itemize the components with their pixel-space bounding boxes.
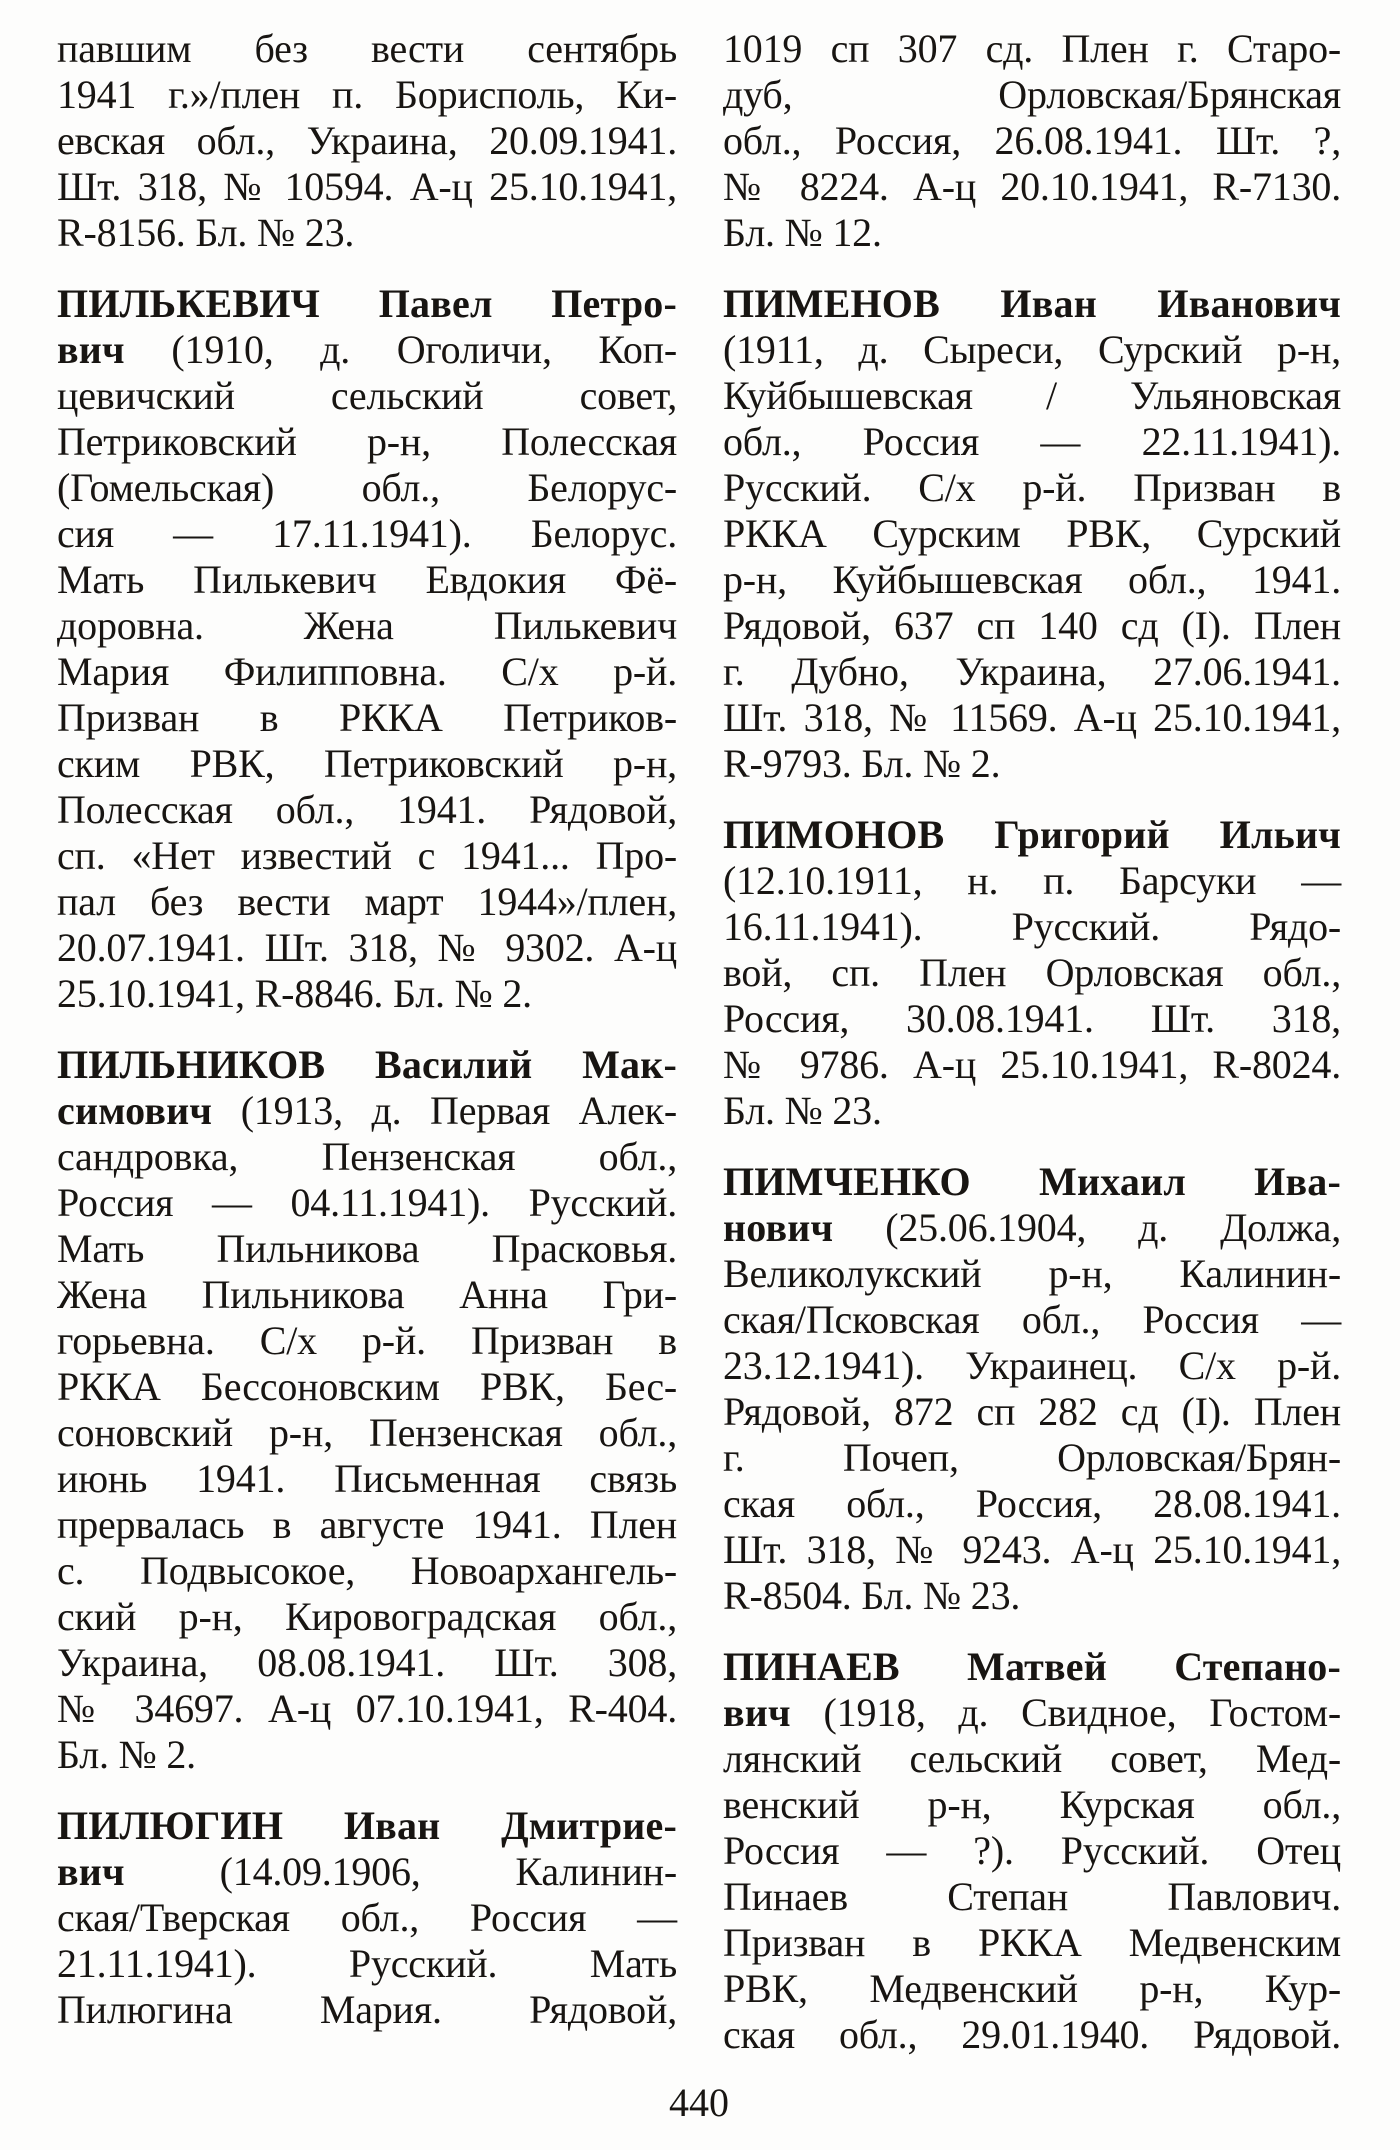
entry-name-bold: вич bbox=[57, 1849, 125, 1894]
text-line: вич (14.09.1906, Калинин- bbox=[57, 1849, 677, 1894]
text-line: Пинаев Степан Павлович. bbox=[723, 1874, 1341, 1919]
text-line: сия — 17.11.1941). Белорус. bbox=[57, 511, 677, 556]
text-line: Шт. 318, № 10594. А-ц 25.10.1941, bbox=[57, 164, 677, 209]
entry-name-bold: ПИЛЬКЕВИЧ Павел Петро- bbox=[57, 281, 677, 326]
text-line: РККА Бессоновским РВК, Бес- bbox=[57, 1364, 677, 1409]
text-line: соновский р-н, Пензенская обл., bbox=[57, 1410, 677, 1455]
entry-name-bold: вич bbox=[57, 327, 125, 372]
text-line: нович (25.06.1904, д. Должа, bbox=[723, 1205, 1341, 1250]
text-line: 20.07.1941. Шт. 318, № 9302. А-ц bbox=[57, 925, 677, 970]
text-line: ская обл., 29.01.1940. Рядовой. bbox=[723, 2012, 1341, 2057]
text-line: Россия, 30.08.1941. Шт. 318, bbox=[723, 996, 1341, 1041]
text-line: Великолукский р-н, Калинин- bbox=[723, 1251, 1341, 1296]
text-line bbox=[57, 1803, 677, 1849]
text-line: Украина, 08.08.1941. Шт. 308, bbox=[57, 1640, 677, 1685]
text-line: Бл. № 23. bbox=[723, 1088, 882, 1133]
text-line: № 34697. А-ц 07.10.1941, R-404. bbox=[57, 1686, 677, 1731]
text-line: павшим без вести сентябрь bbox=[57, 26, 677, 71]
text-line: Русский. С/х р-й. Призван в bbox=[723, 465, 1341, 510]
text-line: Призван в РККА Петриков- bbox=[57, 695, 677, 740]
text-line bbox=[723, 1644, 1341, 1690]
text-line bbox=[57, 1042, 677, 1088]
text-line: R-8156. Бл. № 23. bbox=[57, 210, 355, 255]
text-line: РВК, Медвенский р-н, Кур- bbox=[723, 1966, 1341, 2011]
text-line: г. Почеп, Орловская/Брян- bbox=[723, 1435, 1341, 1480]
text-line: обл., Россия, 26.08.1941. Шт. ?, bbox=[723, 118, 1341, 163]
entry-name-bold: ПИМЧЕНКО Михаил Ива- bbox=[723, 1159, 1341, 1204]
text-line: R-9793. Бл. № 2. bbox=[723, 741, 1001, 786]
text-line: доровна. Жена Пилькевич bbox=[57, 603, 677, 648]
page-number: 440 bbox=[669, 2080, 729, 2125]
text-line: ский р-н, Кировоградская обл., bbox=[57, 1594, 677, 1639]
text-line: 21.11.1941). Русский. Мать bbox=[57, 1941, 677, 1986]
text-line: с. Подвысокое, Новоархангель- bbox=[57, 1548, 677, 1593]
text-line: 16.11.1941). Русский. Рядо- bbox=[723, 904, 1341, 949]
text-line: ская/Псковская обл., Россия — bbox=[723, 1297, 1341, 1342]
text-line: вич (1910, д. Оголичи, Коп- bbox=[57, 327, 677, 372]
text-line: июнь 1941. Письменная связь bbox=[57, 1456, 677, 1501]
text-line: (1911, д. Сыреси, Сурский р-н, bbox=[723, 327, 1341, 372]
entry-pimonov bbox=[723, 812, 1341, 1134]
entry-name-bold: ПИЛЮГИН Иван Дмитрие- bbox=[57, 1803, 677, 1848]
entry-pilnikov bbox=[57, 1042, 677, 1778]
text-line: Бл. № 2. bbox=[57, 1732, 196, 1777]
text-line: 1941 г.»/плен п. Борисполь, Ки- bbox=[57, 72, 677, 117]
entry-pilyugin bbox=[57, 1803, 677, 2033]
text-line: пал без вести март 1944»/плен, bbox=[57, 879, 677, 924]
entry-continuation-left bbox=[57, 26, 677, 256]
text-line: Россия — ?). Русский. Отец bbox=[723, 1828, 1341, 1873]
entry-pinaev bbox=[723, 1644, 1341, 2058]
text-line: сп. «Нет известий с 1941... Про- bbox=[57, 833, 677, 878]
text-line: Бл. № 12. bbox=[723, 210, 882, 255]
text-line: дуб, Орловская/Брянская bbox=[723, 72, 1341, 117]
text-line bbox=[57, 281, 677, 327]
text-line bbox=[723, 812, 1341, 858]
text-line: Шт. 318, № 9243. А-ц 25.10.1941, bbox=[723, 1527, 1341, 1572]
text-line: Рядовой, 637 сп 140 сд (I). Плен bbox=[723, 603, 1341, 648]
entry-name-bold: ПИМЕНОВ Иван Иванович bbox=[723, 281, 1341, 326]
text-line: 1019 сп 307 сд. Плен г. Старо- bbox=[723, 26, 1341, 71]
entry-pimchenko bbox=[723, 1159, 1341, 1619]
text-line: Мария Филипповна. С/х р-й. bbox=[57, 649, 677, 694]
text-columns bbox=[57, 26, 1341, 2058]
text-line: ская обл., Россия, 28.08.1941. bbox=[723, 1481, 1341, 1526]
entry-name-bold: вич bbox=[723, 1690, 791, 1735]
text-line: лянский сельский совет, Мед- bbox=[723, 1736, 1341, 1781]
entry-name-bold: нович bbox=[723, 1205, 834, 1250]
text-line: Пилюгина Мария. Рядовой, bbox=[57, 1987, 677, 2032]
text-line: прервалась в августе 1941. Плен bbox=[57, 1502, 677, 1547]
text-line: симович (1913, д. Первая Алек- bbox=[57, 1088, 677, 1133]
entry-name-bold: ПИНАЕВ Матвей Степано- bbox=[723, 1644, 1341, 1689]
text-line bbox=[723, 281, 1341, 327]
text-line: Шт. 318, № 11569. А-ц 25.10.1941, bbox=[723, 695, 1341, 740]
text-line: (12.10.1911, н. п. Барсуки — bbox=[723, 858, 1341, 903]
entry-pilkevich bbox=[57, 281, 677, 1017]
text-line: Рядовой, 872 сп 282 сд (I). Плен bbox=[723, 1389, 1341, 1434]
text-line: г. Дубно, Украина, 27.06.1941. bbox=[723, 649, 1341, 694]
entry-continuation-right bbox=[723, 26, 1341, 256]
text-line: Мать Пильникова Прасковья. bbox=[57, 1226, 677, 1271]
text-line: 23.12.1941). Украинец. С/х р-й. bbox=[723, 1343, 1341, 1388]
text-line: № 8224. А-ц 20.10.1941, R-7130. bbox=[723, 164, 1341, 209]
entry-pimenov bbox=[723, 281, 1341, 787]
text-line: 25.10.1941, R-8846. Бл. № 2. bbox=[57, 971, 532, 1016]
text-line: обл., Россия — 22.11.1941). bbox=[723, 419, 1341, 464]
text-line: вой, сп. Плен Орловская обл., bbox=[723, 950, 1341, 995]
text-line: Призван в РККА Медвенским bbox=[723, 1920, 1341, 1965]
text-line: горьевна. С/х р-й. Призван в bbox=[57, 1318, 677, 1363]
text-line: цевичский сельский совет, bbox=[57, 373, 677, 418]
text-line: (Гомельская) обл., Белорус- bbox=[57, 465, 677, 510]
text-line: Куйбышевская / Ульяновская bbox=[723, 373, 1341, 418]
text-line: Петриковский р-н, Полесская bbox=[57, 419, 677, 464]
text-column-left bbox=[57, 26, 677, 2058]
text-line: Жена Пильникова Анна Гри- bbox=[57, 1272, 677, 1317]
text-line: ская/Тверская обл., Россия — bbox=[57, 1895, 677, 1940]
text-line: ским РВК, Петриковский р-н, bbox=[57, 741, 677, 786]
text-line: р-н, Куйбышевская обл., 1941. bbox=[723, 557, 1341, 602]
text-line: № 9786. А-ц 25.10.1941, R-8024. bbox=[723, 1042, 1341, 1087]
text-line: Полесская обл., 1941. Рядовой, bbox=[57, 787, 677, 832]
entry-name-bold: симович bbox=[57, 1088, 213, 1133]
entry-name-bold: ПИЛЬНИКОВ Василий Мак- bbox=[57, 1042, 677, 1087]
text-line: сандровка, Пензенская обл., bbox=[57, 1134, 677, 1179]
text-line: РККА Сурским РВК, Сурский bbox=[723, 511, 1341, 556]
text-column-right bbox=[723, 26, 1341, 2058]
text-line: Мать Пилькевич Евдокия Фё- bbox=[57, 557, 677, 602]
text-line: венский р-н, Курская обл., bbox=[723, 1782, 1341, 1827]
text-line: Россия — 04.11.1941). Русский. bbox=[57, 1180, 677, 1225]
text-line bbox=[723, 1159, 1341, 1205]
text-line: евская обл., Украина, 20.09.1941. bbox=[57, 118, 677, 163]
entry-name-bold: ПИМОНОВ Григорий Ильич bbox=[723, 812, 1341, 857]
text-line: R-8504. Бл. № 23. bbox=[723, 1573, 1021, 1618]
text-line: вич (1918, д. Свидное, Гостом- bbox=[723, 1690, 1341, 1735]
